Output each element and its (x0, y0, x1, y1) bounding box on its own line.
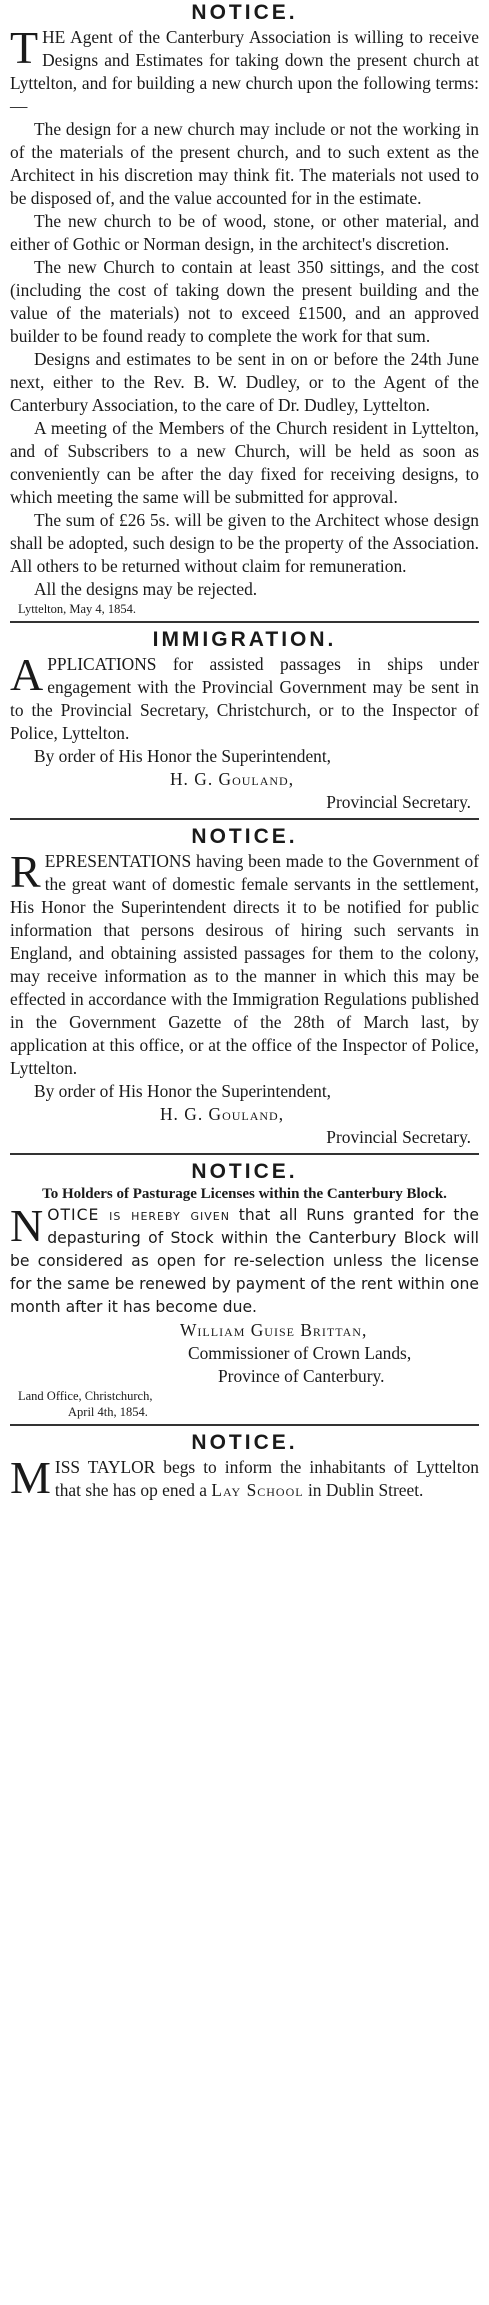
signer-title: Commissioner of Crown Lands, (188, 1343, 412, 1363)
drop-cap: T (10, 22, 39, 73)
drop-cap: R (10, 846, 41, 897)
divider (10, 621, 479, 623)
notice-heading: NOTICE. (191, 825, 298, 848)
drop-cap: M (10, 1452, 51, 1503)
office-line: Land Office, Christchurch, (18, 1389, 153, 1403)
notice-paragraph (10, 846, 479, 1080)
notice-caps-text: OTICE is hereby given (47, 1206, 230, 1224)
notice-heading: NOTICE. (191, 1, 298, 24)
signer-title: Provincial Secretary. (326, 792, 471, 812)
notice-paragraph (10, 1200, 479, 1319)
notice-text: PPLICATIONS for assisted passages in ships under engagement with the Provincial Government may be sent in to the Provincial Secretary, Christchurch, or to the Inspector of Police, Lyttelton. (10, 654, 479, 743)
church-design-notice (10, 0, 479, 617)
notice-text: HE Agent of the Canterbury Association is willing to receive Designs and Estimates for taking down the present church at Lyttelton, and for building a new church upon the following terms:— (10, 27, 479, 116)
signer-name: H. G. Gouland, (160, 1104, 285, 1124)
notice-text: ISS TAYLOR begs to inform the inhabitants of Lyttelton that she has op ened a (54, 1457, 479, 1500)
notice-paragraph: The sum of £26 5s. will be given to the Architect whose design shall be adopted, such design to be the property of the Association. All others to be returned without claim for remuneration. (10, 510, 479, 576)
notice-subheading: To Holders of Pasturage Licenses within the Canterbury Block. (42, 1186, 447, 1202)
dateline: Lyttelton, May 4, 1854. (18, 602, 137, 616)
notice-paragraph (10, 22, 479, 118)
immigration-notice (10, 627, 479, 814)
domestic-servants-notice (10, 824, 479, 1149)
notice-paragraph (10, 1452, 479, 1503)
notice-caps-text: Lay School (211, 1480, 304, 1500)
order-line: By order of His Honor the Superintendent, (34, 1081, 332, 1101)
notice-paragraph: The new Church to contain at least 350 sittings, and the cost (including the cost of taking down the present building and the value of the materials) not to exceed £1500, and an approved builder to be found ready to complete the work for that sum. (10, 257, 479, 346)
signer-name: William Guise Brittan, (180, 1320, 368, 1340)
lay-school-notice (10, 1430, 479, 1502)
divider (10, 818, 479, 820)
divider (10, 1424, 479, 1426)
notice-paragraph: The new church to be of wood, stone, or other material, and either of Gothic or Norman design, in the architect's discretion. (10, 211, 479, 254)
notice-paragraph (10, 649, 479, 745)
notice-paragraph: A meeting of the Members of the Church resident in Lyttelton, and of Subscribers to a new Church, will be held as soon as conveniently can be after the day fixed for receiving designs, to which meeting the same will be submitted for approval. (10, 418, 479, 507)
notice-text: that all Runs granted for the depasturing of Stock within the Canterbury Block will be considered as open for re-selection unless the license for the same be renewed by payment of the rent within one month after it has become due. (10, 1206, 479, 1316)
drop-cap: A (10, 649, 44, 700)
pasturage-licenses-notice (10, 1159, 479, 1420)
notice-heading: NOTICE. (191, 1160, 298, 1183)
drop-cap: N (10, 1200, 44, 1251)
dateline: April 4th, 1854. (68, 1405, 148, 1419)
signer-title: Provincial Secretary. (326, 1127, 471, 1147)
notice-paragraph: All the designs may be rejected. (34, 579, 258, 599)
order-line: By order of His Honor the Superintendent, (34, 746, 332, 766)
notice-text: in Dublin Street. (303, 1480, 424, 1500)
divider (10, 1153, 479, 1155)
notice-text: EPRESENTATIONS having been made to the Government of the great want of domestic female servants in the settlement, His Honor the Superintendent directs it to be notified for public information that persons desirous of hiring such servants in England, and obtaining assisted passages for them to the colony, may receive information as to the manner in which this may be effected in accordance with the Immigration Regulations published in the Government Gazette of the 28th of March last, by application at this office, or at the office of the Inspector of Police, Lyttelton. (10, 851, 479, 1078)
signer-title: Province of Canterbury. (218, 1366, 385, 1386)
notice-heading: NOTICE. (191, 1431, 298, 1454)
notice-heading: IMMIGRATION. (152, 628, 337, 651)
notice-paragraph: Designs and estimates to be sent in on or before the 24th June next, either to the Rev. B. W. Dudley, or to the Agent of the Canterbury Association, to the care of Dr. Dudley, Lyttelton. (10, 349, 479, 415)
notice-paragraph: The design for a new church may include or not the working in of the materials of the present church, and to such extent as the Architect in his discretion may think fit. The materials not used to be disposed of, and the value accounted for in the estimate. (10, 119, 479, 208)
signer-name: H. G. Gouland, (170, 769, 295, 789)
